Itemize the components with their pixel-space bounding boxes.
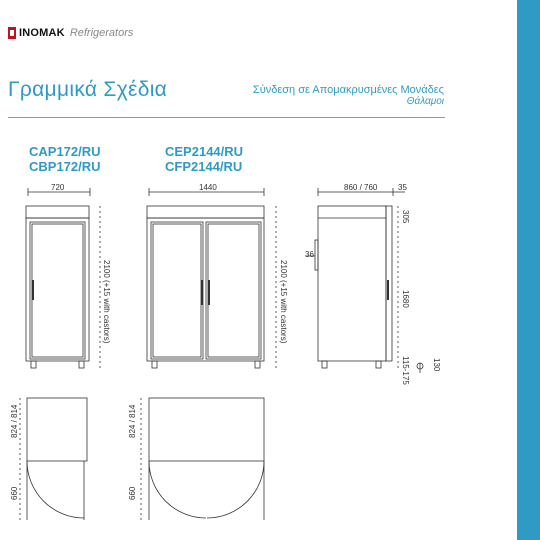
dim-top-section: 305 [401, 210, 410, 224]
dim-door-swing-single: 660 [10, 486, 19, 500]
model-name-cep2144: CEP2144/RU [165, 144, 244, 159]
dim-double-width: 1440 [199, 183, 217, 192]
page-title: Γραμμικά Σχέδια [8, 78, 168, 101]
dim-door-swing-double: 660 [128, 486, 137, 500]
dim-height-single: 2100 (+15 with castors) [102, 260, 111, 344]
dim-single-width: 720 [51, 183, 65, 192]
subtitle-line-1: Σύνδεση σε Απομακρυσμένες Μονάδες [252, 84, 444, 96]
dim-height-double: 2100 (+15 with castors) [279, 260, 288, 344]
model-name-cfp2144: CFP2144/RU [165, 159, 243, 174]
double-door-front-view [147, 188, 276, 368]
model-name-cap172: CAP172/RU [29, 144, 101, 159]
dim-plan-depth-double: 824 / 814 [128, 404, 137, 438]
double-door-plan-view [141, 398, 264, 520]
dim-door-height: 1680 [401, 290, 410, 308]
model-name-cbp172: CBP172/RU [29, 159, 101, 174]
dim-leg-height: 115-175 [401, 356, 410, 385]
brand-name: INOMAK [19, 27, 65, 39]
dim-plan-depth-single: 824 / 814 [10, 404, 19, 438]
dim-handle-offset: 36 [305, 250, 314, 259]
dim-leg-detail: 130 [432, 358, 441, 372]
dim-depth-extra: 35 [398, 183, 407, 192]
single-door-plan-view [20, 398, 87, 520]
brand-subtitle: Refrigerators [69, 27, 134, 39]
subtitle-line-2: Θάλαμοι [406, 96, 444, 107]
single-door-front-view [26, 188, 100, 368]
dim-depth: 860 / 760 [344, 183, 378, 192]
